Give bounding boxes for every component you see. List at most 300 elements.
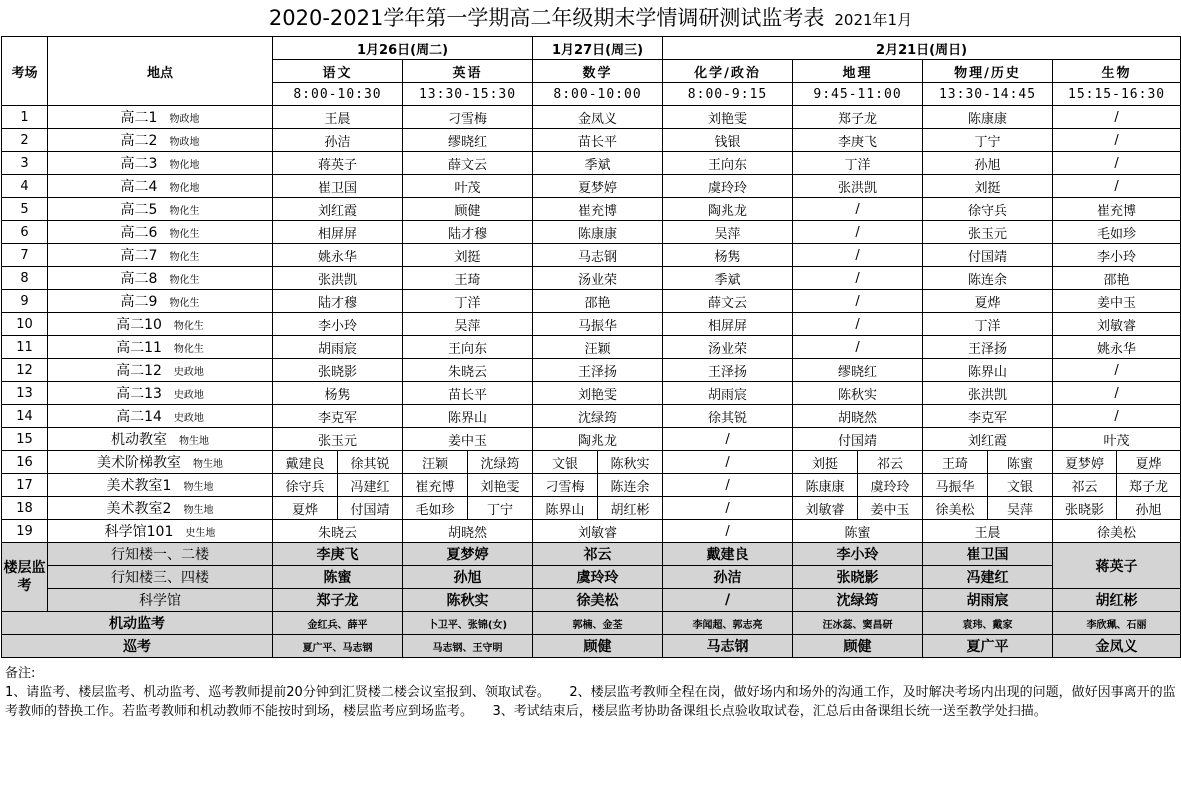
room-subject-tag: 史政地 (173, 413, 204, 424)
proctor-cell: 陈连余 (923, 267, 1053, 290)
xunkao-row (2, 635, 1181, 658)
room-name: 高二5 (120, 202, 158, 218)
proctor-cell: 丁宁 (468, 497, 533, 520)
proctor-cell: 李欣珮、石丽 (1053, 612, 1181, 635)
proctor-cell: 金凤义 (1053, 635, 1181, 658)
room-number: 9 (2, 290, 48, 313)
room-number: 18 (2, 497, 48, 520)
proctor-cell: 刘敏睿 (1053, 313, 1181, 336)
proctor-cell: 张玉元 (273, 428, 403, 451)
proctor-cell: 王向东 (663, 152, 793, 175)
proctor-cell: 薛文云 (403, 152, 533, 175)
proctor-cell: 王琦 (923, 451, 988, 474)
time-chem-politics: 8:00-9:15 (663, 83, 793, 106)
proctor-cell: 陈蜜 (988, 451, 1053, 474)
proctor-cell: 沈绿筠 (793, 589, 923, 612)
room-subject-tag: 史生地 (185, 528, 216, 539)
proctor-cell: 冯建红 (338, 474, 403, 497)
room-name: 高二9 (120, 294, 158, 310)
proctor-cell: / (1053, 106, 1181, 129)
proctor-cell: 毛如珍 (403, 497, 468, 520)
table-row (2, 428, 1181, 451)
time-chinese: 8:00-10:30 (273, 83, 403, 106)
room-name: 高二4 (120, 179, 158, 195)
room-location (48, 497, 273, 520)
proctor-cell: 祁云 (533, 543, 663, 566)
proctor-cell: 夏烨 (923, 290, 1053, 313)
proctor-cell: / (663, 451, 793, 474)
proctor-cell: 陈康康 (923, 106, 1053, 129)
proctor-cell: 胡红彬 (598, 497, 663, 520)
proctor-cell: 汤业荣 (533, 267, 663, 290)
room-location (48, 451, 273, 474)
proctor-cell: 张洪凯 (273, 267, 403, 290)
proctor-cell: 陆才穆 (403, 221, 533, 244)
proctor-cell: 郑子龙 (793, 106, 923, 129)
room-subject-tag: 物化生 (169, 252, 200, 263)
proctor-cell: 夏广平 (923, 635, 1053, 658)
proctor-cell: 刁雪梅 (533, 474, 598, 497)
table-row (2, 497, 1181, 520)
room-location (48, 198, 273, 221)
room-location (48, 474, 273, 497)
room-location (48, 152, 273, 175)
proctor-cell: 陶兆龙 (663, 198, 793, 221)
room-number: 2 (2, 129, 48, 152)
proctor-cell: 文银 (988, 474, 1053, 497)
room-subject-tag: 物化生 (169, 298, 200, 309)
time-math: 8:00-10:00 (533, 83, 663, 106)
proctor-cell: 夏广平、马志钢 (273, 635, 403, 658)
proctor-cell: 戴建良 (663, 543, 793, 566)
room-location (48, 428, 273, 451)
title-text: 2020-2021学年第一学期高二年级期末学情调研测试监考表 (268, 6, 825, 30)
proctor-cell: 杨隽 (273, 382, 403, 405)
proctor-cell: / (663, 589, 793, 612)
room-location (48, 290, 273, 313)
table-row (2, 405, 1181, 428)
proctor-cell: 夏梦婷 (403, 543, 533, 566)
room-location (48, 313, 273, 336)
proctor-cell: 相屏屏 (663, 313, 793, 336)
proctor-cell: 毛如珍 (1053, 221, 1181, 244)
proctor-cell: 孙洁 (273, 129, 403, 152)
subject-chem-politics: 化学/政治 (663, 60, 793, 83)
proctor-cell: / (663, 474, 793, 497)
table-row (2, 474, 1181, 497)
room-number: 3 (2, 152, 48, 175)
proctor-cell: 胡雨宸 (663, 382, 793, 405)
proctor-cell: 孙旭 (923, 152, 1053, 175)
table-row (2, 198, 1181, 221)
proctor-cell: / (793, 267, 923, 290)
proctor-cell: 戴建良 (273, 451, 338, 474)
room-subject-tag: 物化地 (169, 183, 200, 194)
room-subject-tag: 物化生 (169, 206, 200, 217)
proctor-cell: 刘敏睿 (793, 497, 858, 520)
room-name: 高二11 (116, 340, 162, 356)
proctor-cell: 王琦 (403, 267, 533, 290)
room-location (48, 106, 273, 129)
xunkao-label: 巡考 (2, 635, 273, 658)
room-subject-tag: 物化生 (173, 344, 204, 355)
proctor-cell: 张洪凯 (923, 382, 1053, 405)
room-name: 科学馆101 (104, 524, 174, 540)
subject-physics-history: 物理/历史 (923, 60, 1053, 83)
proctor-cell: 沈绿筠 (468, 451, 533, 474)
jidong-label: 机动监考 (2, 612, 273, 635)
proctor-cell: 张晓影 (1053, 497, 1117, 520)
room-location (48, 129, 273, 152)
room-number: 11 (2, 336, 48, 359)
proctor-cell: 李闻超、郭志亮 (663, 612, 793, 635)
proctor-cell: 付国靖 (923, 244, 1053, 267)
notes-text: 1、请监考、楼层监考、机动监考、巡考教师提前20分钟到汇贤楼二楼会议室报到、领取试卷。 2、楼层监考教师全程在岗，做好场内和场外的沟通工作，及时解决考场内出现的问题，做好因事离开的监考教师的替换工作。若监考教师和机动教师不能按时到场，楼层监考应到场监考。 3、考试结束后，楼层监考协助备课组长点验收取试卷，汇总后由备课组长统一送至教学处扫描。 (5, 685, 1176, 719)
floor-row (2, 589, 1181, 612)
proctor-cell: 徐守兵 (273, 474, 338, 497)
table-row (2, 313, 1181, 336)
proctor-cell: 顾健 (533, 635, 663, 658)
floor-row (2, 543, 1181, 566)
proctor-cell: 付国靖 (338, 497, 403, 520)
proctor-cell: 陈康康 (793, 474, 858, 497)
room-name: 机动教室 (111, 432, 167, 448)
proctor-cell: 邵艳 (1053, 267, 1181, 290)
room-location (48, 405, 273, 428)
proctor-cell: / (793, 244, 923, 267)
proctor-cell: 胡雨宸 (273, 336, 403, 359)
time-english: 13:30-15:30 (403, 83, 533, 106)
room-subject-tag: 物政地 (169, 114, 200, 125)
table-row (2, 106, 1181, 129)
proctor-cell: / (663, 428, 793, 451)
proctor-cell: 李克军 (923, 405, 1053, 428)
room-name: 高二8 (120, 271, 158, 287)
header-date-0221: 2月21日(周日) (663, 37, 1181, 60)
proctor-cell: 刘挺 (923, 175, 1053, 198)
proctor-cell: 汤业荣 (663, 336, 793, 359)
proctor-cell: 李小玲 (793, 543, 923, 566)
floor-area-name: 科学馆 (48, 589, 273, 612)
proctor-cell: 刁雪梅 (403, 106, 533, 129)
proctor-cell: 崔卫国 (923, 543, 1053, 566)
room-subject-tag: 物政地 (169, 137, 200, 148)
proctor-cell: / (1053, 359, 1181, 382)
floor-row (2, 566, 1181, 589)
subject-geography: 地理 (793, 60, 923, 83)
proctor-cell: 姜中玉 (858, 497, 923, 520)
proctor-cell: 胡红彬 (1053, 589, 1181, 612)
proctor-cell: 刘挺 (403, 244, 533, 267)
room-name: 美术阶梯教室 (97, 455, 181, 471)
header-date-0126: 1月26日(周二) (273, 37, 533, 60)
time-physics-history: 13:30-14:45 (923, 83, 1053, 106)
table-row (2, 175, 1181, 198)
proctor-cell: 刘红霞 (273, 198, 403, 221)
room-number: 15 (2, 428, 48, 451)
proctor-cell: 马志钢、王守明 (403, 635, 533, 658)
proctor-cell: 顾健 (403, 198, 533, 221)
time-geography: 9:45-11:00 (793, 83, 923, 106)
room-subject-tag: 物化生 (169, 275, 200, 286)
proctor-cell: 刘艳雯 (468, 474, 533, 497)
proctor-cell: 陈秋实 (598, 451, 663, 474)
notes (0, 658, 1181, 721)
room-name: 高二12 (116, 363, 162, 379)
proctor-cell: / (793, 221, 923, 244)
subject-biology: 生物 (1053, 60, 1181, 83)
proctor-cell: 汪颖 (533, 336, 663, 359)
proctor-cell: 文银 (533, 451, 598, 474)
proctor-cell: 张洪凯 (793, 175, 923, 198)
room-number: 6 (2, 221, 48, 244)
subject-math: 数学 (533, 60, 663, 83)
proctor-cell: 陈康康 (533, 221, 663, 244)
proctor-cell: 丁宁 (923, 129, 1053, 152)
room-subject-tag: 史政地 (173, 390, 204, 401)
subject-english: 英语 (403, 60, 533, 83)
proctor-cell: 虞玲玲 (858, 474, 923, 497)
proctor-cell: 沈绿筠 (533, 405, 663, 428)
proctor-cell: / (793, 290, 923, 313)
room-name: 美术教室2 (106, 501, 172, 517)
room-number: 4 (2, 175, 48, 198)
room-location (48, 175, 273, 198)
proctor-cell: 王泽扬 (923, 336, 1053, 359)
header-date-0127: 1月27日(周三) (533, 37, 663, 60)
proctor-cell: / (1053, 152, 1181, 175)
proctor-cell: 蒋英子 (273, 152, 403, 175)
proctor-cell: 孙旭 (403, 566, 533, 589)
proctor-cell: 陈秋实 (403, 589, 533, 612)
room-location (48, 221, 273, 244)
room-number: 5 (2, 198, 48, 221)
proctor-cell: 吴萍 (403, 313, 533, 336)
proctor-cell: 季斌 (533, 152, 663, 175)
proctor-cell: 徐其锐 (663, 405, 793, 428)
header-kaochang: 考场 (2, 37, 48, 106)
table-row (2, 244, 1181, 267)
proctor-cell: / (793, 336, 923, 359)
proctor-cell: 马振华 (533, 313, 663, 336)
room-location (48, 382, 273, 405)
proctor-cell: 苗长平 (533, 129, 663, 152)
time-biology: 15:15-16:30 (1053, 83, 1181, 106)
proctor-cell: 丁洋 (793, 152, 923, 175)
proctor-cell: 缪晓红 (403, 129, 533, 152)
proctor-cell: 徐美松 (923, 497, 988, 520)
proctor-cell: 王泽扬 (533, 359, 663, 382)
proctor-cell: 李克军 (273, 405, 403, 428)
proctor-cell: 姚永华 (273, 244, 403, 267)
proctor-cell: 姚永华 (1053, 336, 1181, 359)
proctor-cell: 刘红霞 (923, 428, 1053, 451)
proctor-cell: 虞玲玲 (533, 566, 663, 589)
proctor-cell: 徐其锐 (338, 451, 403, 474)
proctor-cell: 陈秋实 (793, 382, 923, 405)
room-number: 17 (2, 474, 48, 497)
room-location (48, 244, 273, 267)
proctor-cell: 邵艳 (533, 290, 663, 313)
room-number: 14 (2, 405, 48, 428)
proctor-cell: 徐美松 (533, 589, 663, 612)
proctor-cell: 陈连余 (598, 474, 663, 497)
table-row (2, 129, 1181, 152)
room-subject-tag: 物生地 (193, 459, 223, 470)
proctor-cell: 马志钢 (663, 635, 793, 658)
header-didian: 地点 (48, 37, 273, 106)
proctor-cell: 丁洋 (403, 290, 533, 313)
floor-area-name: 行知楼一、二楼 (48, 543, 273, 566)
proctor-cell: 刘敏睿 (533, 520, 663, 543)
table-row (2, 221, 1181, 244)
proctor-cell: 金红兵、薛平 (273, 612, 403, 635)
room-number: 10 (2, 313, 48, 336)
table-row (2, 267, 1181, 290)
proctor-cell: 相屏屏 (273, 221, 403, 244)
room-name: 高二13 (116, 386, 162, 402)
proctor-cell: 顾健 (793, 635, 923, 658)
proctor-cell: 朱晓云 (273, 520, 403, 543)
room-location (48, 267, 273, 290)
room-number: 16 (2, 451, 48, 474)
room-name: 高二2 (120, 133, 158, 149)
floor-label: 楼层监考 (2, 543, 48, 612)
table-row (2, 336, 1181, 359)
room-name: 高二14 (116, 409, 162, 425)
proctor-cell: 马振华 (923, 474, 988, 497)
room-name: 高二6 (120, 225, 158, 241)
proctor-cell: 汪颖 (403, 451, 468, 474)
proctor-cell: 冯建红 (923, 566, 1053, 589)
room-name: 高二10 (116, 317, 162, 333)
proctor-cell: / (663, 497, 793, 520)
proctor-cell: 付国靖 (793, 428, 923, 451)
proctor-cell: 孙洁 (663, 566, 793, 589)
proctor-cell: 刘艳雯 (533, 382, 663, 405)
proctor-cell: 汪冰蕊、窦昌研 (793, 612, 923, 635)
proctor-cell: / (1053, 129, 1181, 152)
proctor-cell: 王泽扬 (663, 359, 793, 382)
proctor-cell: 郭楠、金荃 (533, 612, 663, 635)
table-row (2, 382, 1181, 405)
proctor-cell: / (1053, 382, 1181, 405)
proctor-cell: / (793, 313, 923, 336)
proctor-cell: 季斌 (663, 267, 793, 290)
proctor-cell: 夏梦婷 (1053, 451, 1117, 474)
room-name: 高二1 (120, 110, 158, 126)
proctor-cell: 袁玮、戴家 (923, 612, 1053, 635)
proctor-cell: 张晓影 (273, 359, 403, 382)
table-row (2, 451, 1181, 474)
proctor-cell: 祁云 (858, 451, 923, 474)
proctor-cell: 崔充博 (1053, 198, 1181, 221)
proctor-cell: 姜中玉 (1053, 290, 1181, 313)
subject-chinese: 语文 (273, 60, 403, 83)
jidong-row (2, 612, 1181, 635)
title-date: 2021年1月 (834, 11, 913, 29)
proctor-cell: 张玉元 (923, 221, 1053, 244)
room-number: 1 (2, 106, 48, 129)
proctor-cell: / (1053, 405, 1181, 428)
proctor-cell: 陆才穆 (273, 290, 403, 313)
proctor-cell: 吴萍 (988, 497, 1053, 520)
room-number: 8 (2, 267, 48, 290)
proctor-cell: 刘艳雯 (663, 106, 793, 129)
proctor-cell: / (793, 198, 923, 221)
proctor-cell: 郑子龙 (273, 589, 403, 612)
room-subject-tag: 物化生 (169, 229, 200, 240)
room-number: 12 (2, 359, 48, 382)
room-name: 高二3 (120, 156, 158, 172)
proctor-cell: 徐美松 (1053, 520, 1181, 543)
proctor-cell: 夏烨 (273, 497, 338, 520)
proctor-cell: 王晨 (273, 106, 403, 129)
proctor-cell: 崔卫国 (273, 175, 403, 198)
proctor-cell: 夏梦婷 (533, 175, 663, 198)
proctor-cell: 薛文云 (663, 290, 793, 313)
proctor-cell: 夏烨 (1117, 451, 1181, 474)
proctor-cell: 祁云 (1053, 474, 1117, 497)
proctor-cell: 陈界山 (533, 497, 598, 520)
room-number: 19 (2, 520, 48, 543)
page-title (0, 0, 1181, 36)
proctor-cell: 杨隽 (663, 244, 793, 267)
proctor-cell: 缪晓红 (793, 359, 923, 382)
table-row (2, 520, 1181, 543)
proctor-cell: 孙旭 (1117, 497, 1181, 520)
proctor-cell: 朱晓云 (403, 359, 533, 382)
room-location (48, 359, 273, 382)
proctor-cell: 陈界山 (923, 359, 1053, 382)
proctor-cell: 虞玲玲 (663, 175, 793, 198)
room-location (48, 336, 273, 359)
room-subject-tag: 物生地 (183, 482, 214, 493)
proctor-cell: 姜中玉 (403, 428, 533, 451)
room-subject-tag: 物化生 (173, 321, 204, 332)
proctor-cell: 陈界山 (403, 405, 533, 428)
proctor-cell: / (1053, 175, 1181, 198)
proctor-cell: 李庚飞 (273, 543, 403, 566)
floor-area-name: 行知楼三、四楼 (48, 566, 273, 589)
proctor-cell: 李庚飞 (793, 129, 923, 152)
proctor-cell: 卜卫平、张锦(女) (403, 612, 533, 635)
table-row (2, 290, 1181, 313)
proctor-cell: 金凤义 (533, 106, 663, 129)
room-number: 7 (2, 244, 48, 267)
proctor-cell: 崔充博 (403, 474, 468, 497)
proctor-cell: 胡晓然 (403, 520, 533, 543)
notes-label: 备注: (5, 666, 36, 681)
proctor-cell: 王向东 (403, 336, 533, 359)
proctor-cell: 丁洋 (923, 313, 1053, 336)
proctor-cell: 钱银 (663, 129, 793, 152)
room-name: 美术教室1 (106, 478, 172, 494)
proctor-cell: 苗长平 (403, 382, 533, 405)
proctor-cell: 崔充博 (533, 198, 663, 221)
proctor-cell: 叶茂 (1053, 428, 1181, 451)
proctor-cell: 马志钢 (533, 244, 663, 267)
room-subject-tag: 物化地 (169, 160, 200, 171)
room-name: 高二7 (120, 248, 158, 264)
proctor-cell: 徐守兵 (923, 198, 1053, 221)
proctor-cell: / (663, 520, 793, 543)
proctor-cell: 叶茂 (403, 175, 533, 198)
proctor-cell: 陶兆龙 (533, 428, 663, 451)
proctor-cell: 胡晓然 (793, 405, 923, 428)
room-location (48, 520, 273, 543)
proctor-cell: 李小玲 (1053, 244, 1181, 267)
